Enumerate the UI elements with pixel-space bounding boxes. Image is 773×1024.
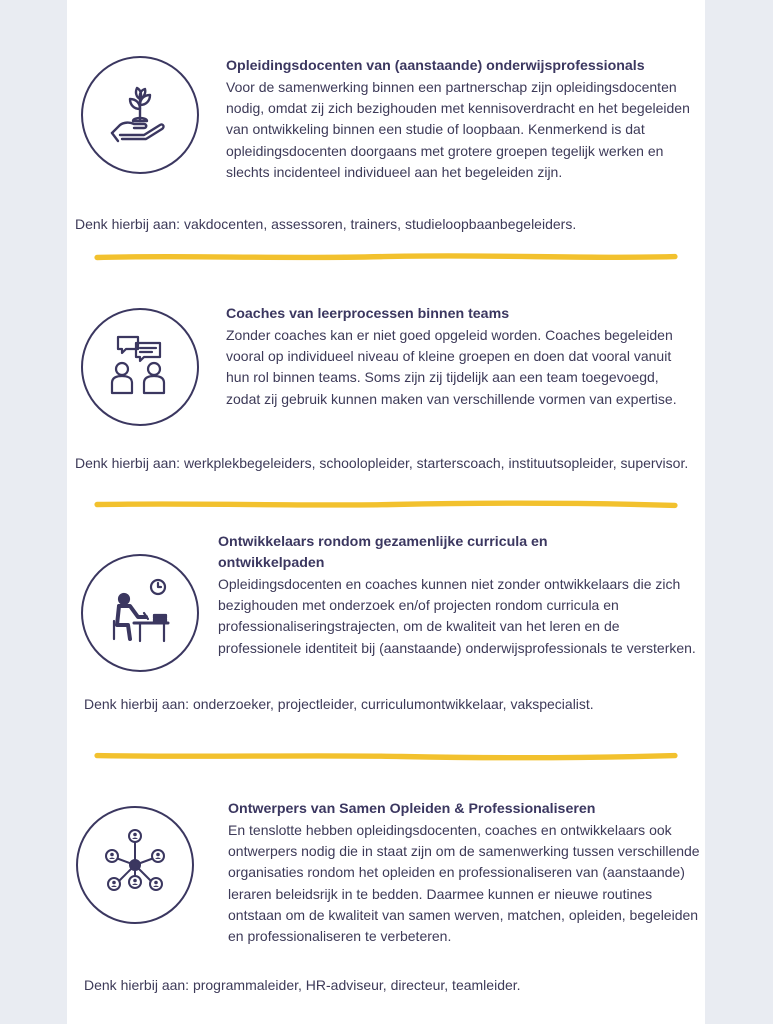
section-4-title: Ontwerpers van Samen Opleiden & Professionaliseren [228,801,596,817]
section-1-body: Voor de samenwerking binnen een partnerschap zijn opleidingsdocenten nodig, omdat zij zich bezighouden met kennisoverdracht en het begeleiden van ontwikkeling binnen een studie of loopbaan. Kenmerkend is dat opleidingsdocenten doorgaans met grotere groepen tegelijk werken en slechts incidenteel individueel aan het begeleiden zijn. [226,79,690,180]
section-3-title: Ontwikkelaars rondom gezamenlijke curricula en ontwikkelpaden [218,534,548,571]
divider-1 [63,253,709,262]
divider-3 [63,752,709,761]
hand-plant-icon [81,56,199,174]
section-1-title: Opleidingsdocenten van (aanstaande) onderwijsprofessionals [226,58,645,74]
network-icon [76,806,194,924]
section-2-hint: Denk hierbij aan: werkplekbegeleiders, schoolopleider, starterscoach, instituutsopleider, supervisor. [75,455,689,471]
section-2-title: Coaches van leerprocessen binnen teams [226,306,510,322]
section-1-hint: Denk hierbij aan: vakdocenten, assessoren, trainers, studieloopbaanbegeleiders. [75,216,577,232]
section-3-body: Opleidingsdocenten en coaches kunnen niet zonder ontwikkelaars die zich bezighouden met onderzoek en/of projecten rondom curricula en professionaliseringstrajecten, om de kwaliteit van het leren en de professionele identiteit bij (aanstaande) onderwijsprofessionals te versterken. [218,576,696,656]
section-4-body: En tenslotte hebben opleidingsdocenten, coaches en ontwikkelaars ook ontwerpers nodig die in staat zijn om de samenwerking tussen verschillende organisaties rondom het opleiden en professionaliseren van (aanstaande) leraren beleidsrijk in te bedden. Daarmee kunnen er nieuwe routines ontstaan om de kwaliteit van samen werven, matchen, opleiden, begeleiden en professionaliseren te verbeteren. [228,822,700,945]
section-3-hint: Denk hierbij aan: onderzoeker, projectleider, curriculumontwikkelaar, vakspecialist. [84,696,594,712]
person-at-desk-icon [81,554,199,672]
divider-2 [63,500,709,509]
infographic-page [67,0,705,1024]
conversation-icon [81,308,199,426]
section-2-body: Zonder coaches kan er niet goed opgeleid worden. Coaches begeleiden vooral op individueel niveau of kleine groepen en doen dat vooral vanuit hun rol binnen teams. Soms zijn zij tijdelijk aan een team toegevoegd, zodat zij gebruik kunnen maken van verschillende vormen van expertise. [226,327,677,407]
section-4-hint: Denk hierbij aan: programmaleider, HR-adviseur, directeur, teamleider. [84,977,521,993]
